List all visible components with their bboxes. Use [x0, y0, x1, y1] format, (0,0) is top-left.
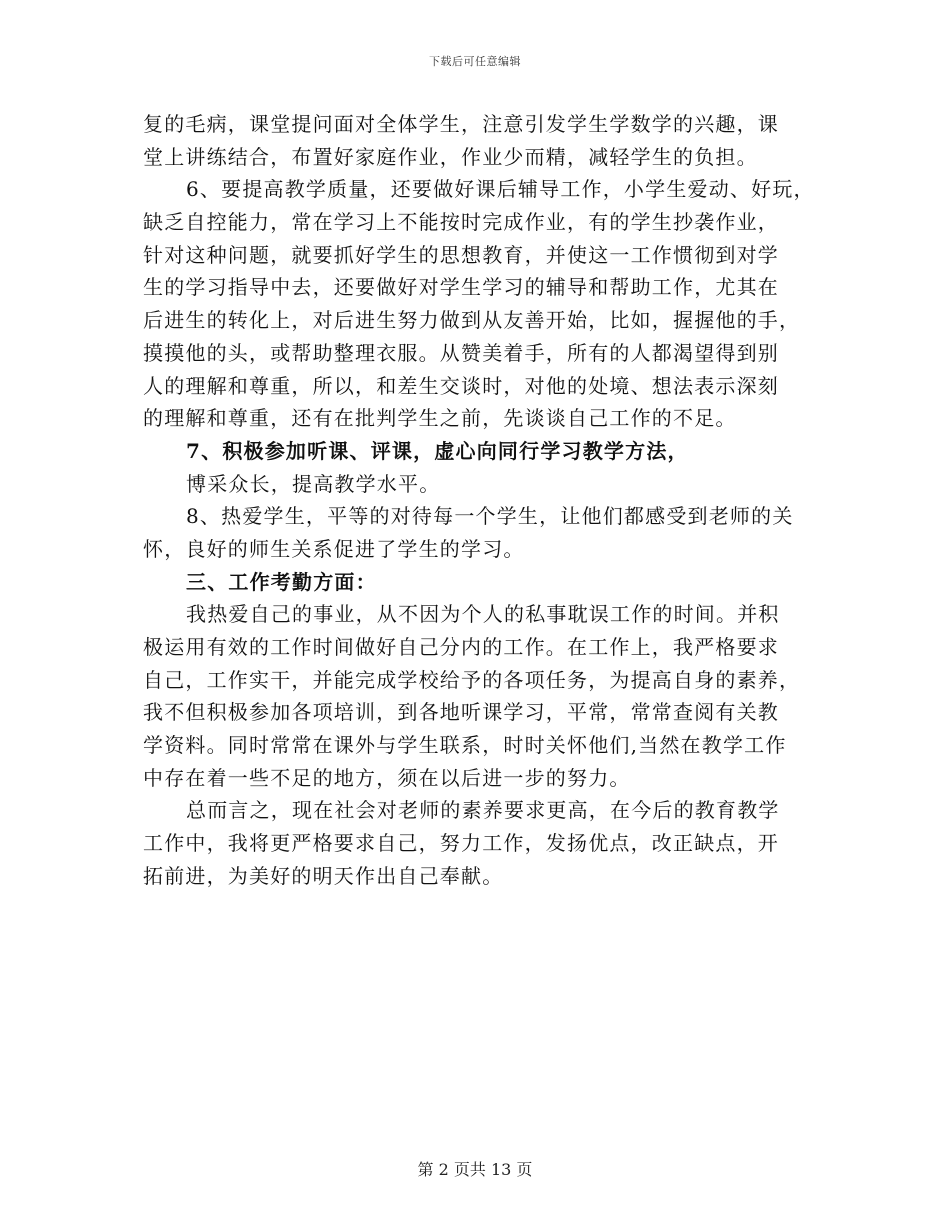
text-line: 我不但积极参加各项培训，到各地听课学习，平常，常常查阅有关教 [143, 700, 779, 725]
text-line: 后进生的转化上，对后进生努力做到从友善开始，比如，握握他的手， [143, 308, 801, 333]
text-line: 复的毛病，课堂提问面对全体学生，注意引发学生学数学的兴趣，课 [143, 112, 779, 136]
section-heading: 7、积极参加听课、评课，虚心向同行学习教学方法， [186, 438, 689, 463]
text-line: 生的学习指导中去，还要做好对学生学习的辅导和帮助工作，尤其在 [143, 275, 779, 300]
text-line: 博采众长，提高教学水平。 [186, 471, 441, 496]
text-line: 学资料。同时常常在课外与学生联系，时时关怀他们,当然在教学工作 [143, 733, 787, 758]
text-line: 针对这种问题，就要抓好学生的思想教育，并使这一工作惯彻到对学 [143, 242, 779, 267]
text-line: 堂上讲练结合，布置好家庭作业，作业少而精，减轻学生的负担。 [143, 144, 758, 169]
page-header: 下载后可任意编辑 [429, 55, 521, 68]
text-line: 摸摸他的头，或帮助整理衣服。从赞美着手，所有的人都渴望得到别 [143, 340, 779, 365]
text-line: 人的理解和尊重，所以，和差生交谈时，对他的处境、想法表示深刻 [143, 373, 779, 398]
text-line: 缺乏自控能力，常在学习上不能按时完成作业，有的学生抄袭作业， [143, 210, 779, 235]
section-heading: 三、工作考勤方面： [186, 569, 377, 594]
text-line: 极运用有效的工作时间做好自己分内的工作。在工作上，我严格要求 [143, 635, 779, 659]
text-line: 拓前进，为美好的明天作出自己奉献。 [143, 863, 504, 888]
text-line: 我热爱自己的事业，从不因为个人的私事耽误工作的时间。并积 [186, 602, 780, 627]
text-line: 自己，工作实干，并能完成学校给予的各项任务，为提高自身的素养， [143, 667, 801, 692]
page-number: 第 2 页共 13 页 [417, 1160, 533, 1179]
text-line: 6、要提高教学质量，还要做好课后辅导工作，小学生爱动、好玩， [186, 177, 815, 202]
text-line: 中存在着一些不足的地方，须在以后进一步的努力。 [143, 765, 631, 790]
text-line: 8、热爱学生，平等的对待每一个学生，让他们都感受到老师的关 [186, 504, 794, 529]
text-line: 怀，良好的师生关系促进了学生的学习。 [143, 536, 525, 561]
text-line: 的理解和尊重，还有在批判学生之前，先谈谈自己工作的不足。 [143, 406, 737, 431]
text-line: 总而言之，现在社会对老师的素养要求更高，在今后的教育教学 [186, 798, 780, 823]
text-line: 工作中，我将更严格要求自己，努力工作，发扬优点，改正缺点，开 [143, 831, 779, 856]
document-body [143, 108, 815, 893]
